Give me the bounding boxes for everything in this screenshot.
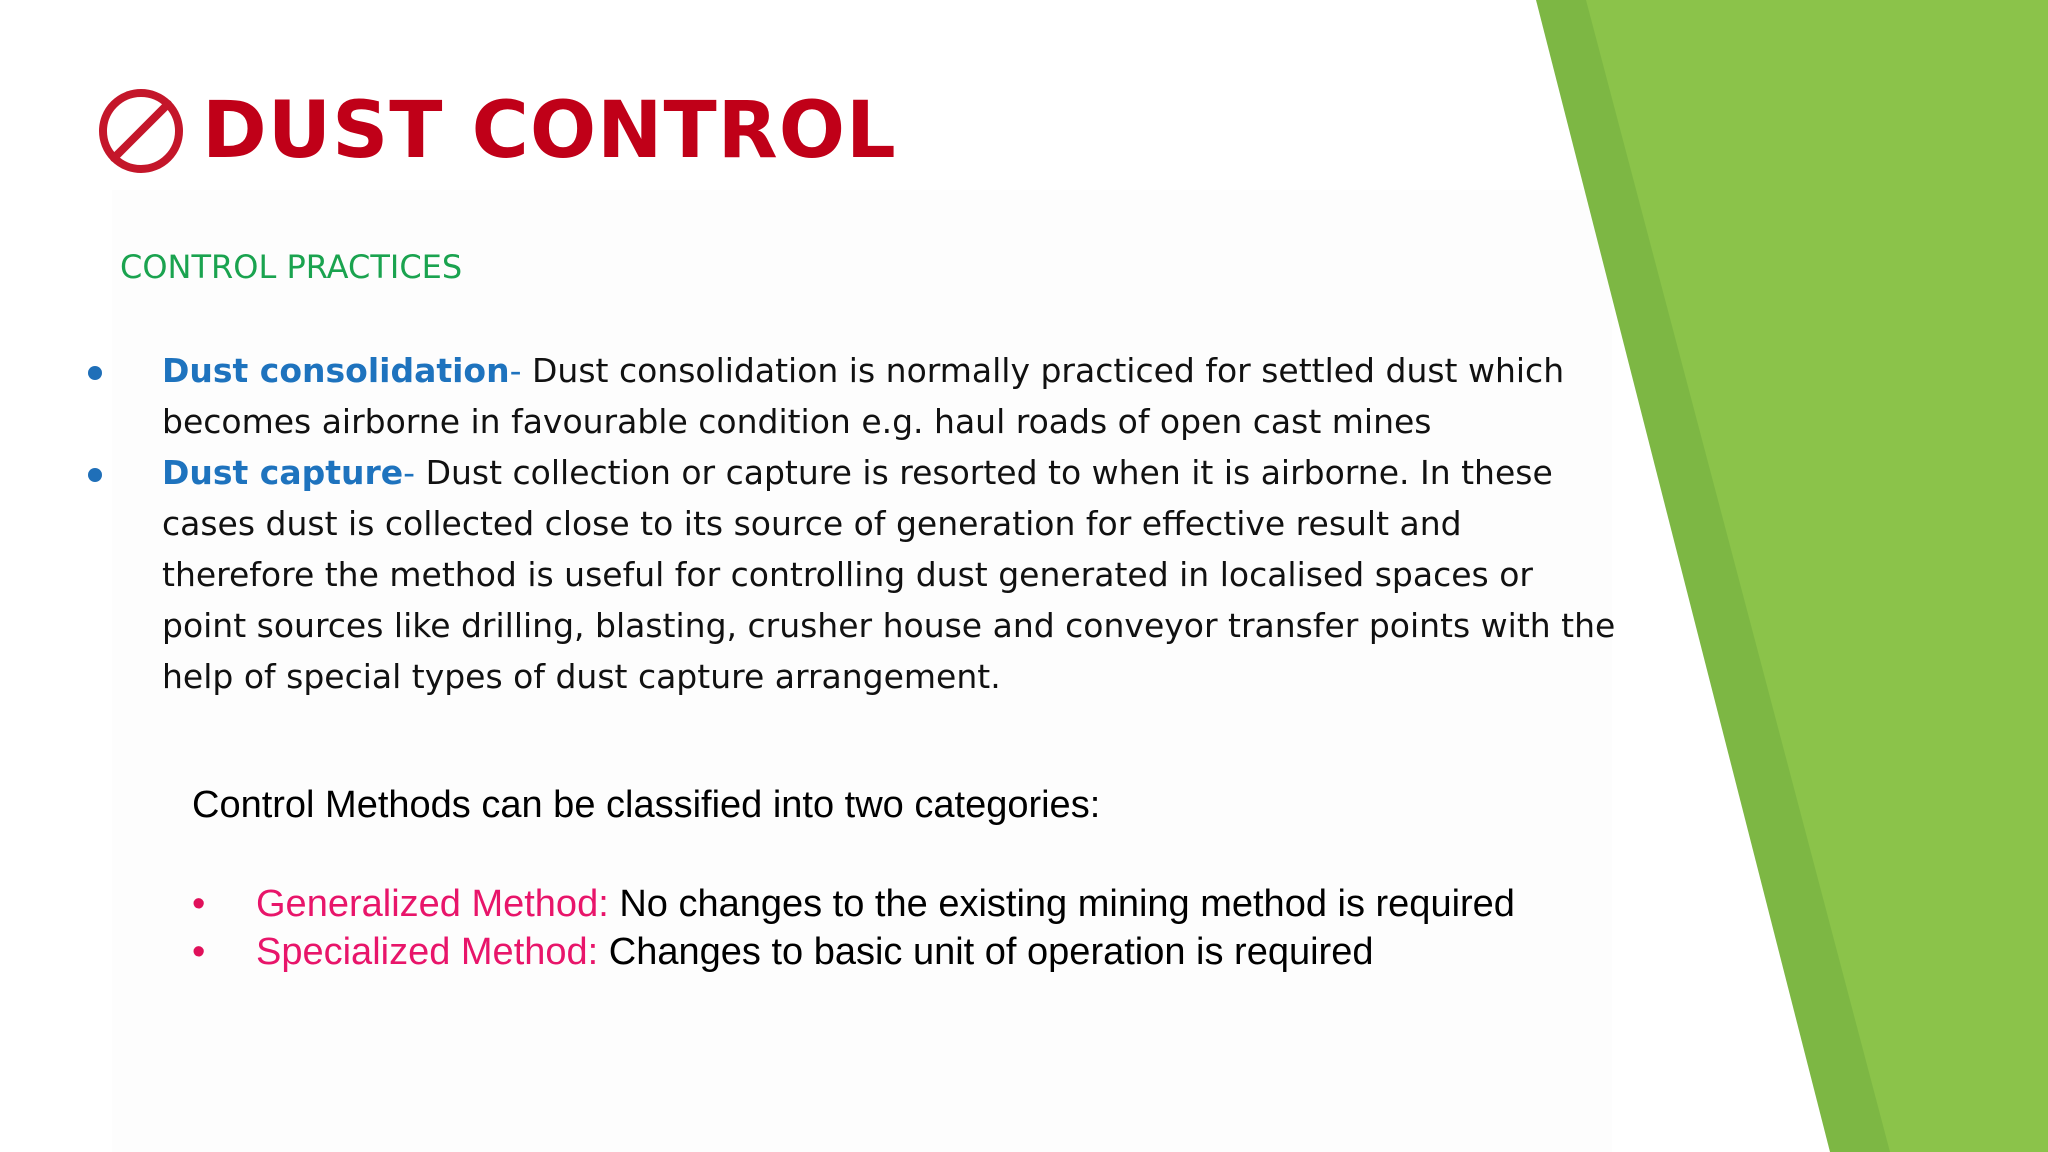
list-item — [192, 880, 1515, 928]
methods-intro: Control Methods can be classified into two categories: — [192, 784, 1101, 826]
bullet-icon — [88, 468, 102, 482]
list-item — [82, 345, 1622, 447]
practice-term: Dust consolidation — [162, 351, 510, 390]
practice-text: Dust consolidation is normally practiced for settled dust which becomes airborne in favourable condition e.g. haul roads of open cast mines — [162, 351, 1565, 441]
control-methods-list — [192, 880, 1515, 976]
method-term: Generalized Method: — [256, 883, 609, 925]
prohibition-icon — [96, 86, 186, 176]
control-practices-list — [82, 345, 1622, 702]
section-heading: CONTROL PRACTICES — [120, 248, 463, 286]
bullet-icon — [88, 366, 102, 380]
method-text: No changes to the existing mining method is required — [608, 883, 1515, 925]
practice-text: Dust collection or capture is resorted to when it is airborne. In these cases dust is collected close to its source of generation for effective result and therefore the method is useful for controlling dust generated in localised spaces or point sources like drilling, blasting, crusher house and conveyor transfer points with the help of special types of dust capture arrangement. — [162, 453, 1616, 696]
page-title: DUST CONTROL — [202, 86, 897, 176]
title-row — [96, 86, 897, 176]
bullet-icon: • — [192, 931, 206, 973]
practice-separator: - — [509, 351, 522, 390]
bullet-icon: • — [192, 883, 206, 925]
list-item — [82, 447, 1622, 702]
method-text: Changes to basic unit of operation is required — [598, 931, 1374, 973]
list-item — [192, 928, 1515, 976]
practice-separator: - — [403, 453, 416, 492]
practice-term: Dust capture — [162, 453, 404, 492]
method-term: Specialized Method: — [256, 931, 599, 973]
